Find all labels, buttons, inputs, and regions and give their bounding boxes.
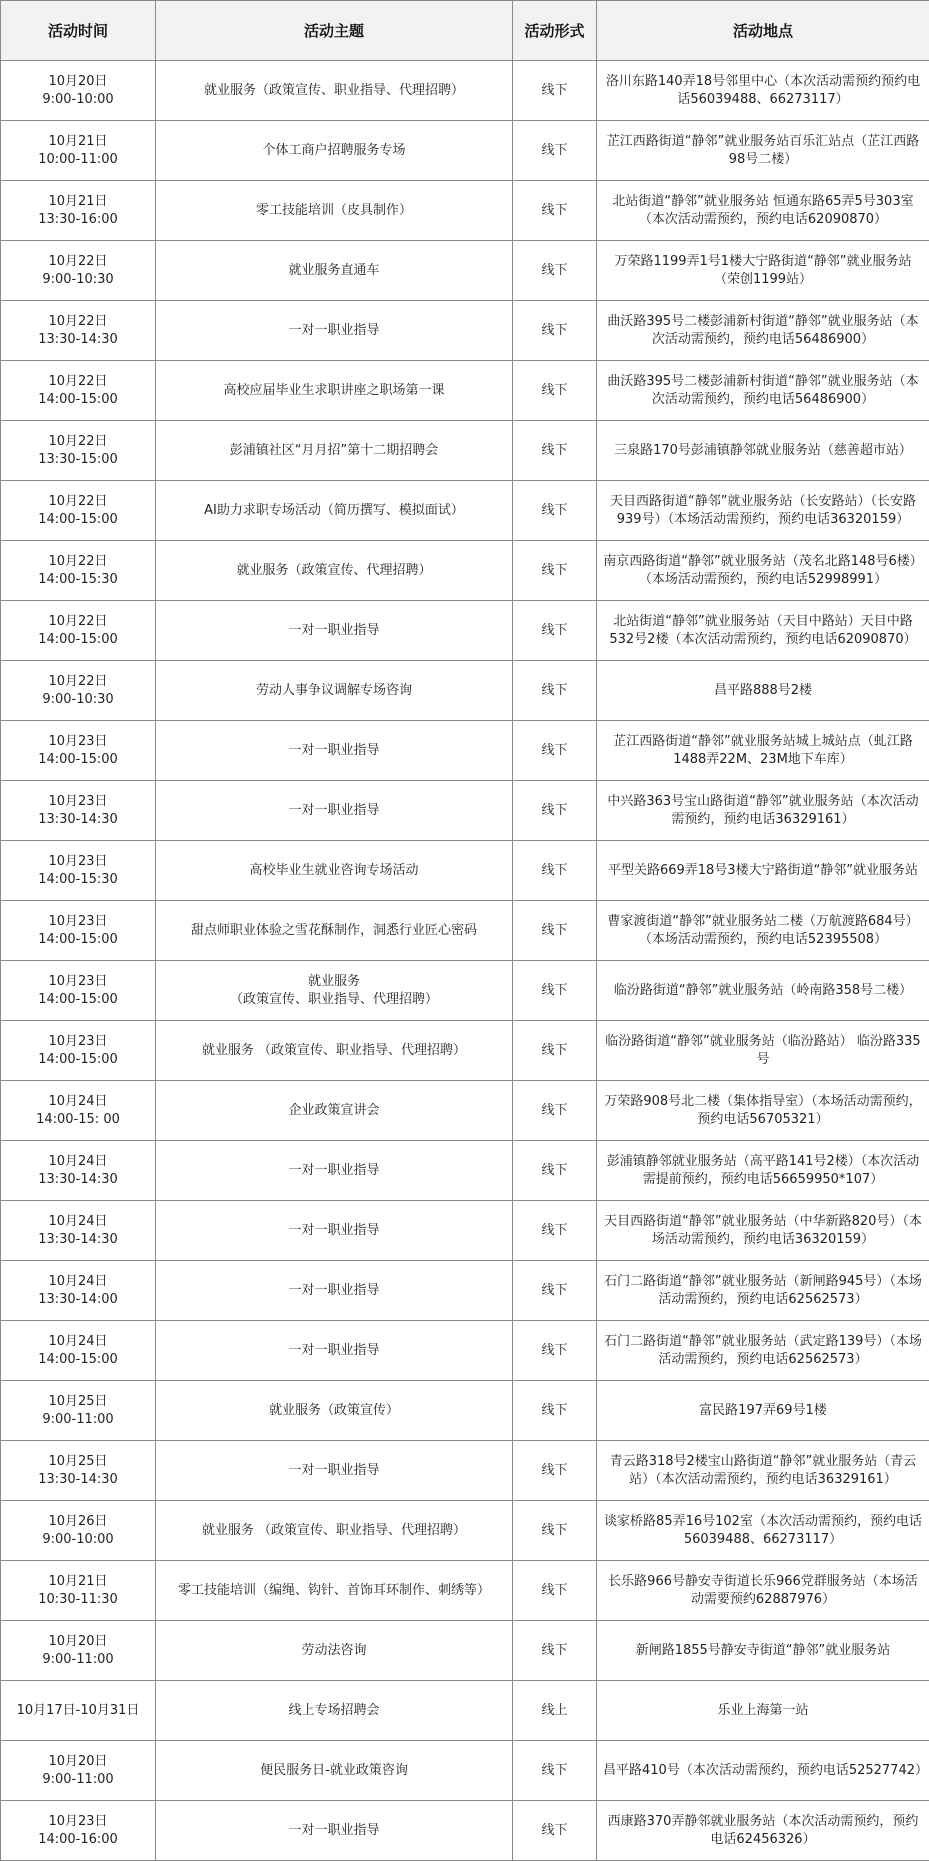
activity-hours: 10:30-11:30 xyxy=(38,1591,118,1607)
activity-location-cell: 新闸路1855号静安寺街道“静邻”就业服务站 xyxy=(597,1621,929,1681)
activity-time-cell xyxy=(1,1261,156,1321)
table-row xyxy=(1,781,929,841)
header-activity-topic: 活动主题 xyxy=(156,1,513,61)
activity-location-cell: 北站街道“静邻”就业服务站（天目中路站）天目中路532号2楼（本次活动需预约，预约电话62090870） xyxy=(597,601,929,661)
activity-topic-cell: 零工技能培训（皮具制作） xyxy=(156,181,513,241)
activity-time-cell xyxy=(1,121,156,181)
activity-time-cell xyxy=(1,1501,156,1561)
activity-date: 10月22日 xyxy=(48,493,108,509)
activity-date: 10月24日 xyxy=(48,1333,108,1349)
activity-location-cell: 曲沃路395号二楼彭浦新村街道“静邻”就业服务站（本次活动需预约，预约电话56486900） xyxy=(597,301,929,361)
activity-hours: 14:00-15:00 xyxy=(38,931,118,947)
activity-location-cell: 富民路197弄69号1楼 xyxy=(597,1381,929,1441)
activity-time-cell xyxy=(1,961,156,1021)
table-row xyxy=(1,121,929,181)
activity-location-cell: 谈家桥路85弄16号102室（本次活动需预约，预约电话56039488、66273117） xyxy=(597,1501,929,1561)
activity-format-cell: 线下 xyxy=(513,961,597,1021)
table-row xyxy=(1,1681,929,1741)
activity-date: 10月23日 xyxy=(48,733,108,749)
activity-format-cell: 线下 xyxy=(513,121,597,181)
activity-topic-cell: 就业服务（政策宣传） xyxy=(156,1381,513,1441)
activity-topic-cell: 线上专场招聘会 xyxy=(156,1681,513,1741)
header-activity-format: 活动形式 xyxy=(513,1,597,61)
activity-date: 10月26日 xyxy=(48,1513,108,1529)
activity-topic-cell: 一对一职业指导 xyxy=(156,1321,513,1381)
activity-topic-cell: 甜点师职业体验之雪花酥制作，洞悉行业匠心密码 xyxy=(156,901,513,961)
activity-location-cell: 洛川东路140弄18号邻里中心（本次活动需预约预约电话56039488、66273117） xyxy=(597,61,929,121)
activity-format-cell: 线下 xyxy=(513,1741,597,1801)
activity-time-cell xyxy=(1,1381,156,1441)
activity-format-cell: 线下 xyxy=(513,181,597,241)
activity-hours: 10:00-11:00 xyxy=(38,151,118,167)
table-row xyxy=(1,661,929,721)
table-row xyxy=(1,301,929,361)
activity-hours: 14:00-15:00 xyxy=(38,391,118,407)
table-row xyxy=(1,1081,929,1141)
table-row xyxy=(1,721,929,781)
activity-format-cell: 线下 xyxy=(513,841,597,901)
activity-time-cell xyxy=(1,721,156,781)
activity-hours: 9:00-10:30 xyxy=(42,271,114,287)
activity-date: 10月23日 xyxy=(48,973,108,989)
activity-location-cell: 天目西路街道“静邻”就业服务站（中华新路820号）（本场活动需预约，预约电话36320159） xyxy=(597,1201,929,1261)
activity-topic-cell: 企业政策宣讲会 xyxy=(156,1081,513,1141)
activity-location-cell: 万荣路1199弄1号1楼大宁路街道“静邻”就业服务站（荣创1199站） xyxy=(597,241,929,301)
activity-time-cell xyxy=(1,481,156,541)
activity-hours: 14:00-15: 00 xyxy=(36,1111,120,1127)
activity-format-cell: 线下 xyxy=(513,661,597,721)
activity-format-cell: 线下 xyxy=(513,1021,597,1081)
activity-date: 10月24日 xyxy=(48,1093,108,1109)
activity-topic-cell: 零工技能培训（编绳、钩针、首饰耳环制作、刺绣等） xyxy=(156,1561,513,1621)
table-row xyxy=(1,601,929,661)
table-row xyxy=(1,181,929,241)
activity-topic-cell: 就业服务 （政策宣传、职业指导、代理招聘） xyxy=(156,961,513,1021)
activity-topic-cell: 便民服务日-就业政策咨询 xyxy=(156,1741,513,1801)
activity-hours: 9:00-10:00 xyxy=(42,91,114,107)
activity-topic-cell: 一对一职业指导 xyxy=(156,601,513,661)
activity-time-cell xyxy=(1,781,156,841)
table-row xyxy=(1,841,929,901)
activity-time-cell xyxy=(1,1681,156,1741)
activity-topic-cell: 就业服务 （政策宣传、职业指导、代理招聘） xyxy=(156,1501,513,1561)
table-row xyxy=(1,1021,929,1081)
activity-location-cell: 芷江西路街道“静邻”就业服务站城上城站点（虬江路1488弄22M、23M地下车库） xyxy=(597,721,929,781)
activity-topic-cell: 一对一职业指导 xyxy=(156,1801,513,1861)
activity-hours: 14:00-16:00 xyxy=(38,1831,118,1847)
activity-topic-cell: 一对一职业指导 xyxy=(156,1201,513,1261)
activity-date: 10月20日 xyxy=(48,73,108,89)
activity-location-cell: 芷江西路街道“静邻”就业服务站百乐汇站点（芷江西路98号二楼） xyxy=(597,121,929,181)
activity-date: 10月22日 xyxy=(48,553,108,569)
activity-location-cell: 临汾路街道“静邻”就业服务站（岭南路358号二楼） xyxy=(597,961,929,1021)
header-activity-time: 活动时间 xyxy=(1,1,156,61)
activity-location-cell: 彭浦镇静邻就业服务站（高平路141号2楼）（本次活动需提前预约，预约电话56659950*107） xyxy=(597,1141,929,1201)
activity-hours: 13:30-15:00 xyxy=(38,451,118,467)
activity-date: 10月23日 xyxy=(48,1033,108,1049)
activity-date: 10月21日 xyxy=(48,193,108,209)
activity-time-cell xyxy=(1,1561,156,1621)
activity-location-cell: 昌平路888号2楼 xyxy=(597,661,929,721)
table-row xyxy=(1,1441,929,1501)
table-row xyxy=(1,901,929,961)
activity-hours: 14:00-15:00 xyxy=(38,751,118,767)
activity-topic-cell: 一对一职业指导 xyxy=(156,301,513,361)
activity-format-cell: 线下 xyxy=(513,1261,597,1321)
activity-location-cell: 平型关路669弄18号3楼大宁路街道“静邻”就业服务站 xyxy=(597,841,929,901)
header-activity-location: 活动地点 xyxy=(597,1,929,61)
activity-date: 10月21日 xyxy=(48,1573,108,1589)
activity-location-cell: 临汾路街道“静邻”就业服务站（临汾路站） 临汾路335号 xyxy=(597,1021,929,1081)
activity-format-cell: 线下 xyxy=(513,1621,597,1681)
activity-hours: 14:00-15:00 xyxy=(38,1351,118,1367)
activity-time-cell xyxy=(1,301,156,361)
activity-format-cell: 线下 xyxy=(513,1321,597,1381)
activity-hours: 9:00-11:00 xyxy=(42,1771,114,1787)
activity-hours: 9:00-11:00 xyxy=(42,1651,114,1667)
activity-date: 10月23日 xyxy=(48,853,108,869)
activity-date: 10月22日 xyxy=(48,373,108,389)
activity-location-cell: 石门二路街道“静邻”就业服务站（新闸路945号）（本场活动需预约，预约电话62562573） xyxy=(597,1261,929,1321)
activity-format-cell: 线下 xyxy=(513,1381,597,1441)
table-row xyxy=(1,481,929,541)
activity-location-cell: 西康路370弄静邻就业服务站（本次活动需预约，预约电话62456326） xyxy=(597,1801,929,1861)
activity-date: 10月24日 xyxy=(48,1213,108,1229)
activity-time-cell xyxy=(1,1141,156,1201)
activity-date: 10月23日 xyxy=(48,793,108,809)
activity-format-cell: 线下 xyxy=(513,1201,597,1261)
activity-format-cell: 线上 xyxy=(513,1681,597,1741)
table-row xyxy=(1,1801,929,1861)
table-row xyxy=(1,541,929,601)
activity-time-cell xyxy=(1,61,156,121)
activity-hours: 13:30-14:30 xyxy=(38,331,118,347)
table-row xyxy=(1,1501,929,1561)
activity-time-cell xyxy=(1,1801,156,1861)
activity-format-cell: 线下 xyxy=(513,1141,597,1201)
activity-topic-cell: 一对一职业指导 xyxy=(156,1141,513,1201)
activity-topic-cell: 一对一职业指导 xyxy=(156,1441,513,1501)
activity-format-cell: 线下 xyxy=(513,901,597,961)
activity-date: 10月25日 xyxy=(48,1453,108,1469)
activity-date: 10月20日 xyxy=(48,1633,108,1649)
activity-location-cell: 中兴路363号宝山路街道“静邻”就业服务站（本次活动需预约，预约电话36329161） xyxy=(597,781,929,841)
activity-topic-cell: AI助力求职专场活动（简历撰写、模拟面试） xyxy=(156,481,513,541)
activity-topic-cell: 一对一职业指导 xyxy=(156,721,513,781)
activity-hours: 14:00-15:30 xyxy=(38,571,118,587)
activity-format-cell: 线下 xyxy=(513,421,597,481)
table-row xyxy=(1,1321,929,1381)
activity-location-cell: 南京西路街道“静邻”就业服务站（茂名北路148号6楼）（本场活动需预约，预约电话52998991） xyxy=(597,541,929,601)
table-row xyxy=(1,1141,929,1201)
activity-topic-cell: 个体工商户招聘服务专场 xyxy=(156,121,513,181)
activity-location-cell: 曹家渡街道“静邻”就业服务站二楼（万航渡路684号）（本场活动需预约，预约电话52395508） xyxy=(597,901,929,961)
activity-topic-cell: 就业服务 （政策宣传、职业指导、代理招聘） xyxy=(156,1021,513,1081)
activity-location-cell: 万荣路908号北二楼（集体指导室）（本场活动需预约，预约电话56705321） xyxy=(597,1081,929,1141)
activity-topic-cell: 高校毕业生就业咨询专场活动 xyxy=(156,841,513,901)
activity-time-cell xyxy=(1,541,156,601)
activity-date: 10月24日 xyxy=(48,1273,108,1289)
activity-date: 10月24日 xyxy=(48,1153,108,1169)
activity-time-cell xyxy=(1,841,156,901)
activity-time-cell xyxy=(1,1021,156,1081)
activity-hours: 14:00-15:00 xyxy=(38,991,118,1007)
activity-format-cell: 线下 xyxy=(513,1561,597,1621)
activity-date: 10月17日-10月31日 xyxy=(16,1702,140,1718)
activity-date: 10月22日 xyxy=(48,673,108,689)
activity-format-cell: 线下 xyxy=(513,61,597,121)
activity-location-cell: 北站街道“静邻”就业服务站 恒通东路65弄5号303室 （本次活动需预约，预约电话62090870） xyxy=(597,181,929,241)
activity-topic-cell: 一对一职业指导 xyxy=(156,1261,513,1321)
activity-format-cell: 线下 xyxy=(513,541,597,601)
activity-time-cell xyxy=(1,661,156,721)
activity-location-cell: 石门二路街道“静邻”就业服务站（武定路139号）（本场活动需预约，预约电话62562573） xyxy=(597,1321,929,1381)
activity-hours: 9:00-10:30 xyxy=(42,691,114,707)
table-header-row xyxy=(1,1,929,61)
activity-topic-cell: 就业服务（政策宣传、代理招聘） xyxy=(156,541,513,601)
activity-date: 10月22日 xyxy=(48,613,108,629)
activity-time-cell xyxy=(1,1081,156,1141)
activity-date: 10月23日 xyxy=(48,1813,108,1829)
activity-date: 10月20日 xyxy=(48,1753,108,1769)
activity-hours: 13:30-14:30 xyxy=(38,811,118,827)
activity-hours: 13:30-14:30 xyxy=(38,1231,118,1247)
table-row xyxy=(1,61,929,121)
activity-date: 10月21日 xyxy=(48,133,108,149)
activity-location-cell: 长乐路966号静安寺街道长乐966党群服务站（本场活动需要预约62887976） xyxy=(597,1561,929,1621)
activity-hours: 9:00-10:00 xyxy=(42,1531,114,1547)
activity-time-cell xyxy=(1,1441,156,1501)
table-row xyxy=(1,1561,929,1621)
activity-topic-cell: 劳动法咨询 xyxy=(156,1621,513,1681)
activity-time-cell xyxy=(1,1201,156,1261)
activity-hours: 14:00-15:00 xyxy=(38,511,118,527)
activity-format-cell: 线下 xyxy=(513,481,597,541)
activity-time-cell xyxy=(1,1621,156,1681)
activity-time-cell xyxy=(1,601,156,661)
activity-location-cell: 昌平路410号（本次活动需预约，预约电话52527742） xyxy=(597,1741,929,1801)
activity-hours: 14:00-15:30 xyxy=(38,871,118,887)
activity-format-cell: 线下 xyxy=(513,601,597,661)
table-row xyxy=(1,1201,929,1261)
activity-format-cell: 线下 xyxy=(513,361,597,421)
activity-hours: 13:30-16:00 xyxy=(38,211,118,227)
activity-location-cell: 天目西路街道“静邻”就业服务站（长安路站）（长安路939号）（本场活动需预约，预约电话36320159） xyxy=(597,481,929,541)
activity-format-cell: 线下 xyxy=(513,721,597,781)
table-row xyxy=(1,361,929,421)
activity-time-cell xyxy=(1,1321,156,1381)
activity-topic-cell: 就业服务直通车 xyxy=(156,241,513,301)
activity-format-cell: 线下 xyxy=(513,301,597,361)
activity-time-cell xyxy=(1,421,156,481)
activity-format-cell: 线下 xyxy=(513,781,597,841)
activity-time-cell xyxy=(1,181,156,241)
activity-format-cell: 线下 xyxy=(513,241,597,301)
table-body xyxy=(1,61,929,1861)
activity-hours: 14:00-15:00 xyxy=(38,1051,118,1067)
activity-topic-cell: 高校应届毕业生求职讲座之职场第一课 xyxy=(156,361,513,421)
activity-topic-cell: 彭浦镇社区“月月招”第十二期招聘会 xyxy=(156,421,513,481)
table-row xyxy=(1,961,929,1021)
table-row xyxy=(1,1621,929,1681)
activity-time-cell xyxy=(1,241,156,301)
activity-hours: 14:00-15:00 xyxy=(38,631,118,647)
activity-time-cell xyxy=(1,1741,156,1801)
activity-format-cell: 线下 xyxy=(513,1501,597,1561)
activity-location-cell: 曲沃路395号二楼彭浦新村街道“静邻”就业服务站（本次活动需预约，预约电话56486900） xyxy=(597,361,929,421)
activity-topic-cell: 劳动人事争议调解专场咨询 xyxy=(156,661,513,721)
table-row xyxy=(1,241,929,301)
activity-location-cell: 青云路318号2楼宝山路街道“静邻”就业服务站（青云站）（本次活动需预约，预约电话36329161） xyxy=(597,1441,929,1501)
activity-topic-cell: 就业服务（政策宣传、职业指导、代理招聘） xyxy=(156,61,513,121)
activity-date: 10月25日 xyxy=(48,1393,108,1409)
activity-time-cell xyxy=(1,901,156,961)
activity-hours: 13:30-14:30 xyxy=(38,1471,118,1487)
table-row xyxy=(1,421,929,481)
table-row xyxy=(1,1381,929,1441)
table-row xyxy=(1,1741,929,1801)
activity-topic-cell: 一对一职业指导 xyxy=(156,781,513,841)
activity-format-cell: 线下 xyxy=(513,1081,597,1141)
activity-hours: 9:00-11:00 xyxy=(42,1411,114,1427)
table-row xyxy=(1,1261,929,1321)
activity-hours: 13:30-14:00 xyxy=(38,1291,118,1307)
activity-time-cell xyxy=(1,361,156,421)
activity-location-cell: 乐业上海第一站 xyxy=(597,1681,929,1741)
activity-date: 10月22日 xyxy=(48,253,108,269)
activity-date: 10月22日 xyxy=(48,313,108,329)
activity-format-cell: 线下 xyxy=(513,1441,597,1501)
activity-hours: 13:30-14:30 xyxy=(38,1171,118,1187)
activity-date: 10月22日 xyxy=(48,433,108,449)
activity-format-cell: 线下 xyxy=(513,1801,597,1861)
activity-date: 10月23日 xyxy=(48,913,108,929)
activity-location-cell: 三泉路170号彭浦镇静邻就业服务站（慈善超市站） xyxy=(597,421,929,481)
